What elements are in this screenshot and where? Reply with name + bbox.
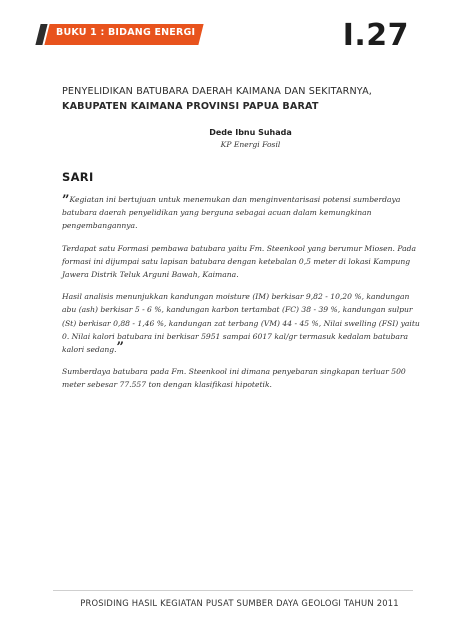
paragraph-text: Hasil analisis menunjukkan kandungan moisture (IM) berkisar 9,82 - 10,20 %, kandungan abu (ash) berkisar 5 - 6 %, kandungan karbon tertambat (FC) 38 - 39 %, kandungan sulpur (St) berkisar 0,88 - 1,46 %, kandungan zat terbang (VM) 44 - 45 %, Nilai swelling (FSI) yaitu 0. Nilai kalori batubara ini berkisar 5951 sampai 6017 kal/gr termasuk kedalam batubara kalori sedang.: [62, 292, 420, 355]
title-bold: KABUPATEN KAIMANA PROVINSI PAPUA BARAT: [62, 100, 319, 112]
abstract-paragraph: [62, 290, 422, 356]
paragraph-text: Kegiatan ini bertujuan untuk menemukan dan menginventarisasi potensi sumberdaya batubara daerah penyelidikan yang berguna sebagai acuan dalam kemungkinan pengembangannya.: [62, 195, 401, 231]
abstract-paragraph: Terdapat satu Formasi pembawa batubara yaitu Fm. Steenkool yang berumur Miosen. Pada formasi ini dijumpai satu lapisan batubara dengan ketebalan 0,5 meter di lokasi Kampung Jawera Distrik Teluk Arguni Bawah, Kaimana.: [62, 243, 417, 280]
close-quote-mark: ”: [116, 340, 125, 356]
book-label: BUKU 1 : BIDANG ENERGI: [56, 27, 196, 38]
abstract-paragraph: Sumberdaya batubara pada Fm. Steenkool ini dimana penyebaran singkapan terluar 500 meter sebesar 77.557 ton dengan klasifikasi hipotetik.: [62, 367, 406, 390]
article-title: [62, 85, 422, 114]
title-regular: PENYELIDIKAN BATUBARA DAERAH KAIMANA DAN SEKITARNYA,: [62, 86, 372, 97]
abstract-paragraph: [62, 193, 422, 233]
open-quote-mark: ”: [62, 193, 70, 208]
section-heading: SARI: [62, 170, 94, 184]
author-affiliation: KP Energi Fosil: [220, 140, 281, 149]
author-name: Dede Ibnu Suhada: [209, 128, 292, 137]
page-code: I.27: [342, 18, 409, 53]
footer-divider: [53, 590, 413, 591]
abstract-body: [62, 193, 422, 401]
footer-text: PROSIDING HASIL KEGIATAN PUSAT SUMBER DAYA GEOLOGI TAHUN 2011: [80, 598, 399, 608]
